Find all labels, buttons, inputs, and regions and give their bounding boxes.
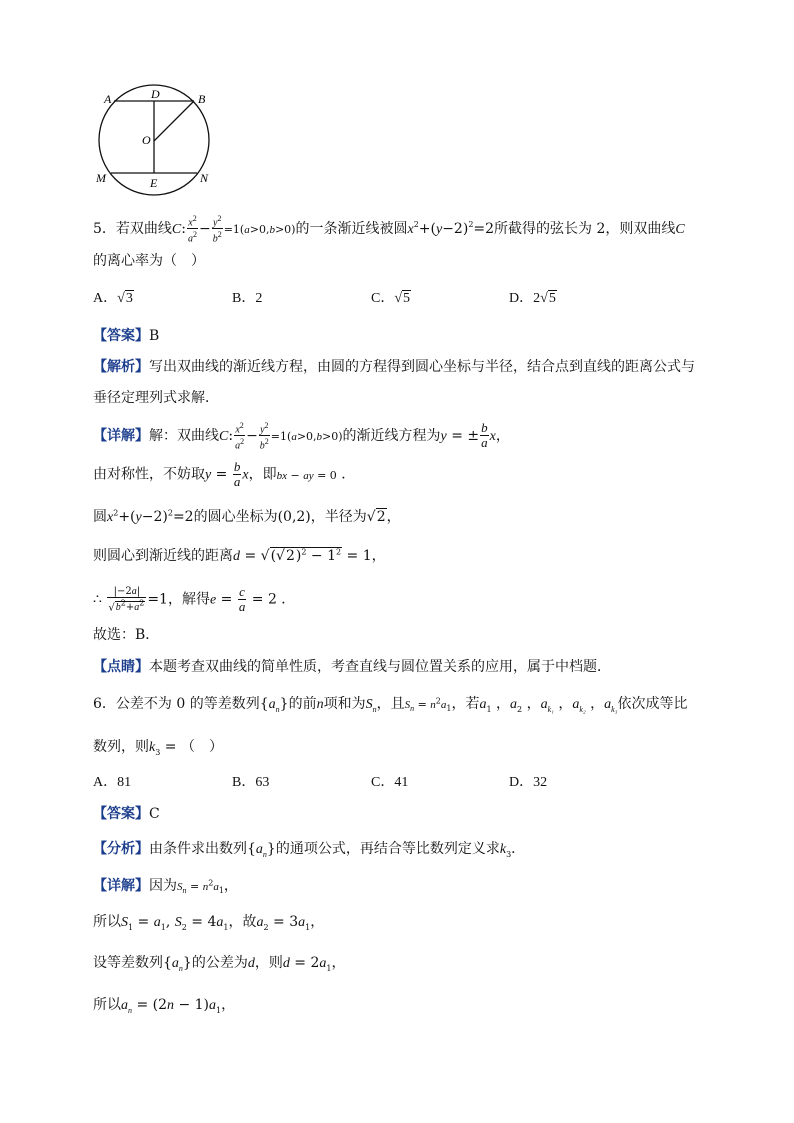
analysis-5-line1: 【解析】写出双曲线的渐近线方程，由圆的方程得到圆心坐标与半径，结合点到直线的距离公式与 <box>93 359 695 375</box>
q5-line1: 5．若双曲线C: $\frac{x^2}{a^2}$ − $\frac{y^2}{b^2}$ =1(a>0,b>0)的一条渐近线被圆$x^2+(y-2)^2=2$所截得的弦长为 2，则双曲线C <box>93 214 685 245</box>
detail-5-line2: 由对称性，不妨取y = $\frac{b}{a}$ x，即bx − ay = 0 ． <box>93 459 356 489</box>
segment-ob <box>154 101 194 141</box>
q5-option-c[interactable]: C．√5 <box>371 291 411 306</box>
q6-line2: 数列，则$k_3$ = （ ） <box>93 739 223 757</box>
analysis-6: 【分析】由条件求出数列$\{a_n\}$的通项公式，再结合等比数列定义求$k_3$． <box>93 841 526 859</box>
q6-option-b[interactable]: B．63 <box>232 775 270 790</box>
detail-5-line4: 则圆心到渐近线的距离$d = √(√2)^2 - 1^2 = 1$， <box>93 547 386 564</box>
detail-6-line4: 所以$a_n = (2n - 1)a_1$， <box>93 997 236 1015</box>
detail-5-line6: 故选：B． <box>93 627 160 643</box>
detail-6-line2: 所以$S_1 = a_1$, $S_2 = 4a_1$，故$a_2 = 3a_1$， <box>93 914 325 932</box>
detail-5-line3: 圆$x^2+(y-2)^2=2$的圆心坐标为(0,2)，半径为√2， <box>93 508 401 525</box>
comment-5: 【点睛】本题考查双曲线的简单性质，考查直线与圆位置关系的应用，属于中档题． <box>93 659 611 675</box>
label-a: A <box>104 92 112 106</box>
detail-5-line1: 【详解】解：双曲线C: $\frac{x^2}{a^2}$ − $\frac{y^2}{b^2}$ =1(a>0,b>0)的渐近线方程为y = ± $\frac{b}{a}$ x， <box>93 420 510 452</box>
label-b: B <box>198 92 206 106</box>
q6-option-a[interactable]: A．81 <box>93 775 132 790</box>
analysis-5-line2: 垂径定理列式求解． <box>93 390 219 406</box>
label-e: E <box>150 176 158 190</box>
label-m: M <box>96 171 106 185</box>
label-d: D <box>151 87 160 101</box>
label-o: O <box>142 133 151 147</box>
q5-option-d[interactable]: D．2√5 <box>509 291 556 306</box>
q6-option-c[interactable]: C．41 <box>371 775 409 790</box>
detail-5-line5: ∴ $\frac{|-2a|}{√b^2+a^2}$ =1，解得e = $\frac{c}{a}$ = 2 ． <box>93 584 296 614</box>
q5-line2: 的离心率为（ ） <box>93 253 205 269</box>
detail-6-line1: 【详解】因为$S_n = n^2a_1$， <box>93 878 238 896</box>
answer-6: 【答案】C <box>93 806 160 822</box>
q6-option-d[interactable]: D．32 <box>509 775 548 790</box>
label-n: N <box>200 171 209 185</box>
q5-option-a[interactable]: A．√3 <box>93 291 133 306</box>
answer-5: 【答案】B <box>93 328 160 344</box>
q6-line1: 6．公差不为 0 的等差数列$\{a_n\}$的前n项和为$S_n$，且$S_n = n^2a_1$，若$a_1$ ，$a_2$ ，$a_{k_1}$ ，$a_{k_2}$ ，$a_{k_3}$依次成等比 <box>93 696 688 714</box>
q5-option-b[interactable]: B．2 <box>232 291 263 306</box>
circle-figure <box>90 84 230 196</box>
detail-6-line3: 设等差数列$\{a_n\}$的公差为d，则$d = 2a_1$， <box>93 955 346 973</box>
